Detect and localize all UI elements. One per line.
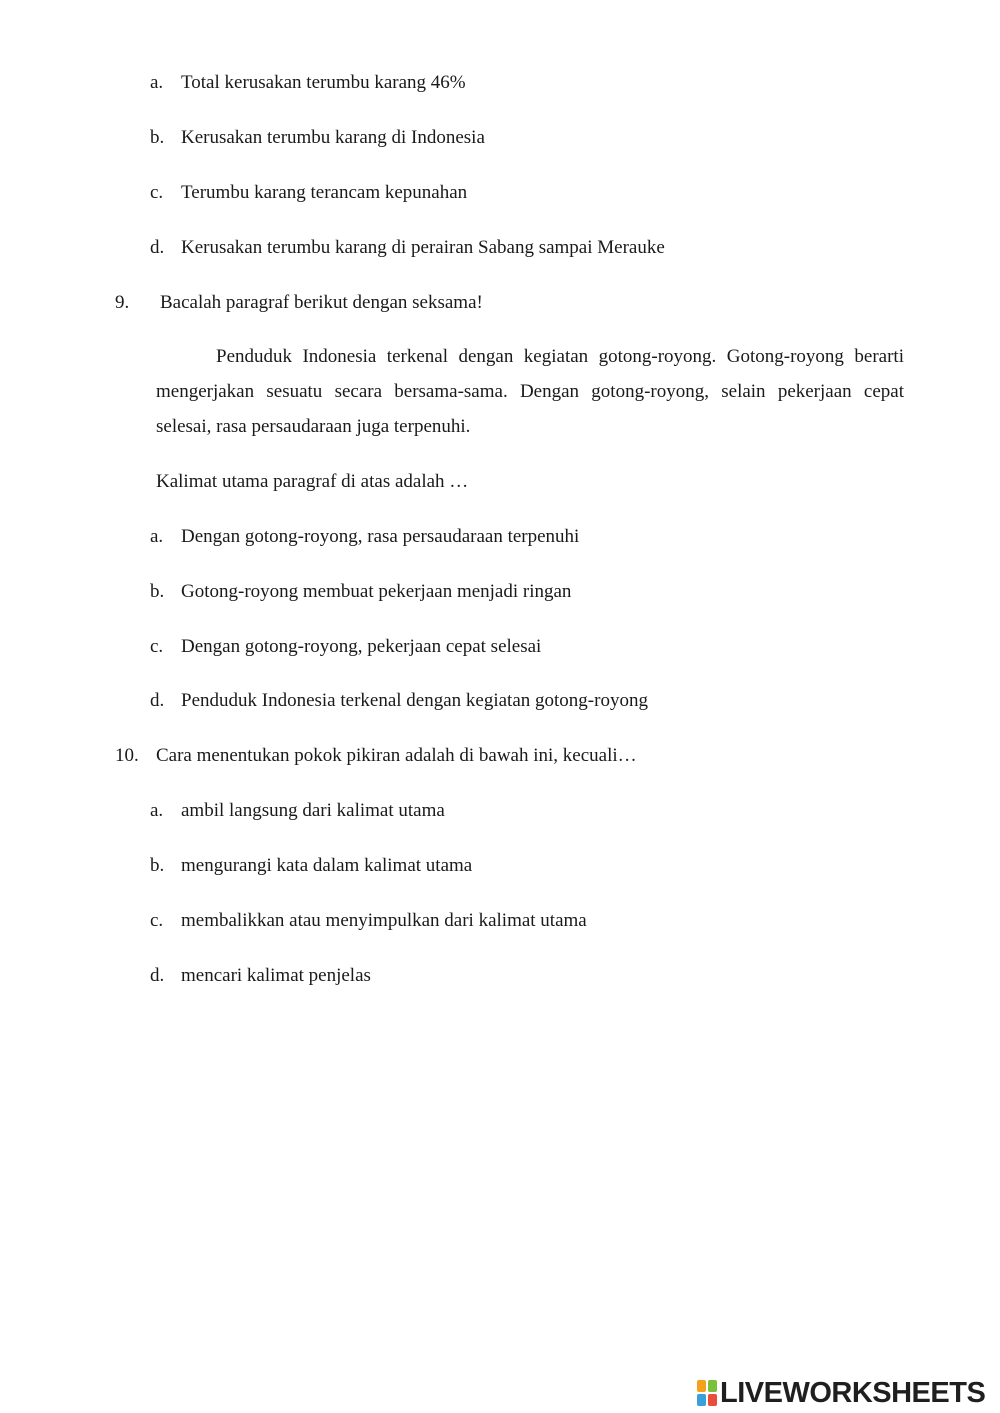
option-letter: d.: [150, 690, 165, 711]
option-text: mengurangi kata dalam kalimat utama: [181, 855, 473, 876]
option-text: ambil langsung dari kalimat utama: [181, 800, 445, 821]
option-text: Kerusakan terumbu karang di perairan Sabang sampai Merauke: [181, 237, 665, 258]
option-letter: b.: [150, 127, 165, 148]
option-text: Terumbu karang terancam kepunahan: [181, 182, 468, 203]
option-text: Gotong-royong membuat pekerjaan menjadi ringan: [181, 581, 572, 602]
option-text: Dengan gotong-royong, rasa persaudaraan terpenuhi: [181, 526, 580, 547]
logo-square: [708, 1394, 717, 1406]
option-text: Penduduk Indonesia terkenal dengan kegiatan gotong-royong: [181, 690, 648, 711]
question-number: 9.: [115, 292, 130, 313]
question-prompt: Cara menentukan pokok pikiran adalah di bawah ini, kecuali…: [156, 745, 637, 766]
option-letter: c.: [150, 182, 164, 203]
option-letter: b.: [150, 855, 165, 876]
option-text: Total kerusakan terumbu karang 46%: [181, 72, 466, 93]
option-letter: a.: [150, 800, 164, 821]
liveworksheets-logo: [697, 1377, 985, 1409]
reading-paragraph: Penduduk Indonesia terkenal dengan kegiatan gotong-royong. Gotong-royong berarti mengerjakan sesuatu secara bersama-sama. Dengan gotong-royong, selain pekerjaan cepat selesai, rasa persaudaraan juga terpenuhi.: [156, 346, 904, 437]
option-letter: d.: [150, 237, 165, 258]
question-prompt: Bacalah paragraf berikut dengan seksama!: [160, 292, 483, 313]
logo-square: [697, 1394, 706, 1406]
logo-icon: [697, 1380, 717, 1406]
logo-square: [697, 1380, 706, 1392]
logo-square: [708, 1380, 717, 1392]
option-letter: b.: [150, 581, 165, 602]
option-letter: a.: [150, 526, 164, 547]
question-number: 10.: [115, 745, 139, 766]
question-text: Kalimat utama paragraf di atas adalah …: [156, 471, 469, 492]
option-letter: a.: [150, 72, 164, 93]
option-text: Dengan gotong-royong, pekerjaan cepat selesai: [181, 636, 542, 657]
option-letter: d.: [150, 965, 165, 986]
logo-text: LIVEWORKSHEETS: [720, 1376, 986, 1409]
option-letter: c.: [150, 910, 164, 931]
option-text: membalikkan atau menyimpulkan dari kalimat utama: [181, 910, 587, 931]
option-letter: c.: [150, 636, 164, 657]
option-text: Kerusakan terumbu karang di Indonesia: [181, 127, 485, 148]
option-text: mencari kalimat penjelas: [181, 965, 371, 986]
